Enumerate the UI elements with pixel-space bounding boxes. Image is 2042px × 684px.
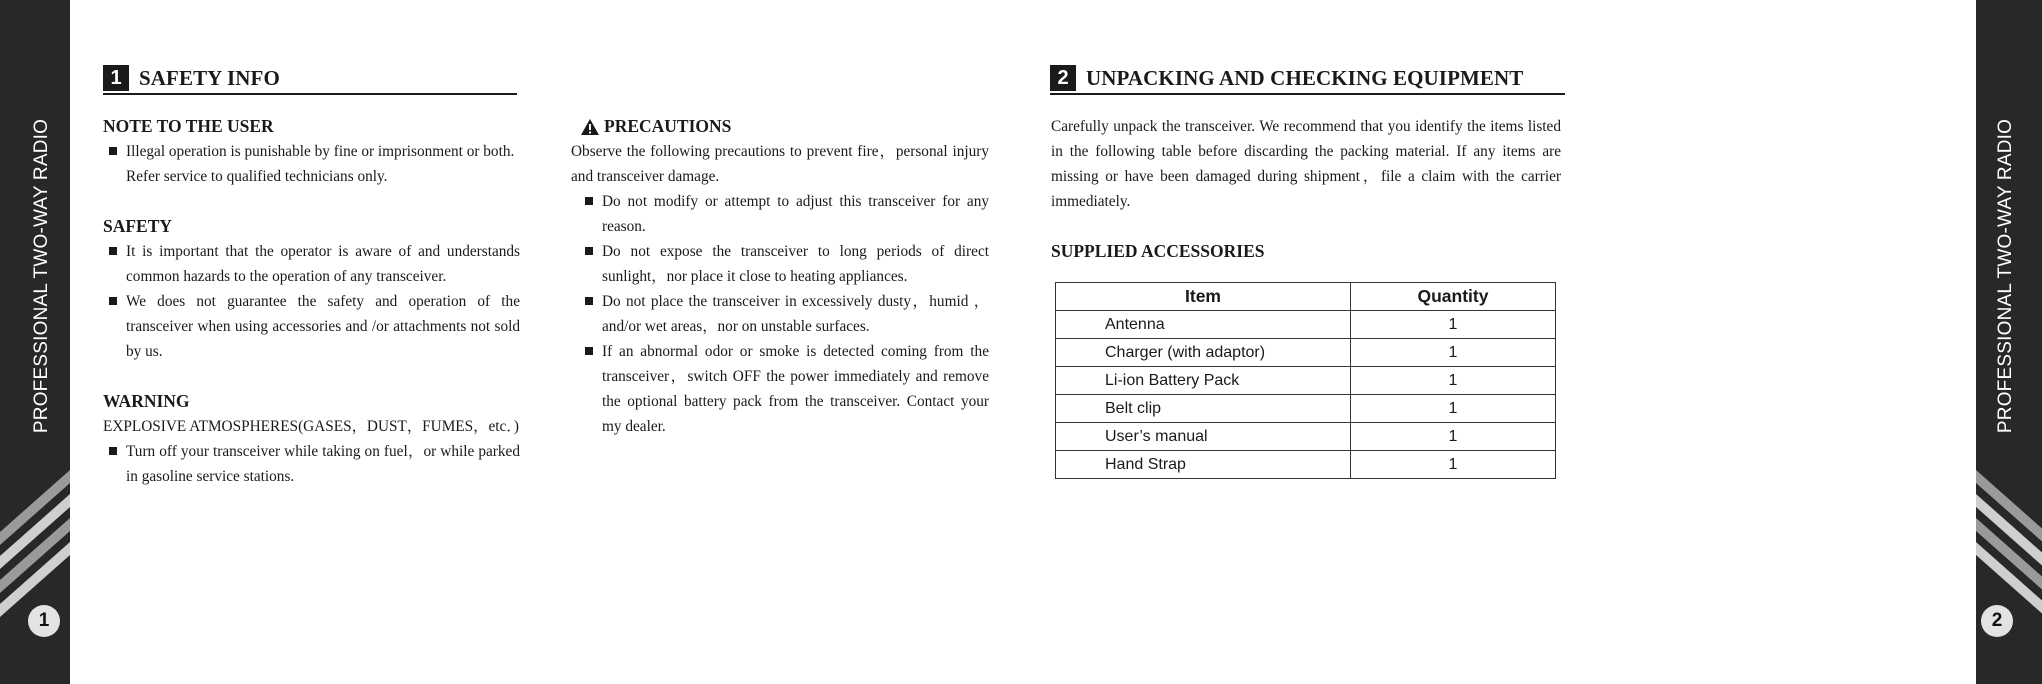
table-row <box>1056 311 1556 339</box>
table-header-row <box>1056 283 1556 311</box>
warning-triangle-icon <box>580 118 600 136</box>
table-row <box>1056 451 1556 479</box>
left-side-caption: PROFESSIONAL TWO-WAY RADIO <box>31 118 53 434</box>
section-1-title-text: SAFETY INFO <box>139 65 280 90</box>
quantity-cell: 1 <box>1351 367 1556 395</box>
table-row <box>1056 423 1556 451</box>
column-header-item: Item <box>1056 283 1351 311</box>
left-side-bar <box>0 0 70 684</box>
item-cell: Belt clip <box>1056 395 1351 423</box>
safety-info-column <box>103 114 520 489</box>
quantity-cell: 1 <box>1351 395 1556 423</box>
item-cell: Charger (with adaptor) <box>1056 339 1351 367</box>
section-2-title-text: UNPACKING AND CHECKING EQUIPMENT <box>1086 65 1524 90</box>
note-bullet: Illegal operation is punishable by fine or imprisonment or both. <box>103 139 520 164</box>
right-stripes-decoration <box>1976 470 2042 630</box>
page-number-left: 1 <box>28 605 60 637</box>
item-cell: Antenna <box>1056 311 1351 339</box>
section-2-title <box>1050 65 1565 95</box>
unpacking-intro: Carefully unpack the transceiver. We recommend that you identify the items listed in the following table before discarding the packing material. If any items are missing or have been damaged during shipment，file a claim with the carrier immediately. <box>1051 118 1561 210</box>
table-row <box>1056 339 1556 367</box>
precautions-column <box>571 114 989 439</box>
note-followup: Refer service to qualified technicians only. <box>126 168 388 185</box>
column-header-quantity: Quantity <box>1351 283 1556 311</box>
quantity-cell: 1 <box>1351 451 1556 479</box>
note-to-user-heading: NOTE TO THE USER <box>103 116 274 136</box>
safety-heading: SAFETY <box>103 216 173 236</box>
precautions-heading-text: PRECAUTIONS <box>604 116 732 136</box>
safety-bullet: It is important that the operator is aware of and understands common hazards to the operation of any transceiver. <box>103 239 520 289</box>
warning-text: EXPLOSIVE ATMOSPHERES(GASES，DUST，FUMES，etc．) <box>103 418 520 435</box>
safety-bullet: We does not guarantee the safety and operation of the transceiver when using accessories and /or attachments not sold by us. <box>103 289 520 364</box>
quantity-cell: 1 <box>1351 311 1556 339</box>
right-side-caption: PROFESSIONAL TWO-WAY RADIO <box>1995 118 2017 434</box>
right-side-bar <box>1976 0 2042 684</box>
table-row <box>1056 367 1556 395</box>
table-row <box>1056 395 1556 423</box>
quantity-cell: 1 <box>1351 423 1556 451</box>
item-cell: User’s manual <box>1056 423 1351 451</box>
precautions-intro: Observe the following precautions to prevent fire，personal injury and transceiver damage. <box>571 143 989 185</box>
section-2-number: 2 <box>1050 65 1076 91</box>
item-cell: Li-ion Battery Pack <box>1056 367 1351 395</box>
unpacking-column <box>1051 114 1561 264</box>
left-stripes-decoration <box>0 470 70 630</box>
quantity-cell: 1 <box>1351 339 1556 367</box>
precaution-bullet: Do not place the transceiver in excessively dusty，humid ，and/or wet areas，nor on unstable surfaces. <box>579 289 989 339</box>
precaution-bullet: Do not expose the transceiver to long periods of direct sunlight，nor place it close to heating appliances. <box>579 239 989 289</box>
warning-bullet: Turn off your transceiver while taking on fuel，or while parked in gasoline service stations. <box>103 439 520 489</box>
section-1-number: 1 <box>103 65 129 91</box>
warning-heading: WARNING <box>103 391 190 411</box>
precaution-bullet: Do not modify or attempt to adjust this transceiver for any reason. <box>579 189 989 239</box>
section-1-title <box>103 65 517 95</box>
precaution-bullet: If an abnormal odor or smoke is detected coming from the transceiver，switch OFF the power immediately and remove the optional battery pack from the transceiver. Contact your my dealer. <box>579 339 989 439</box>
page-number-right: 2 <box>1981 605 2013 637</box>
supplied-accessories-heading: SUPPLIED ACCESSORIES <box>1051 241 1265 261</box>
precautions-heading <box>580 114 989 139</box>
accessories-table <box>1055 282 1556 479</box>
item-cell: Hand Strap <box>1056 451 1351 479</box>
